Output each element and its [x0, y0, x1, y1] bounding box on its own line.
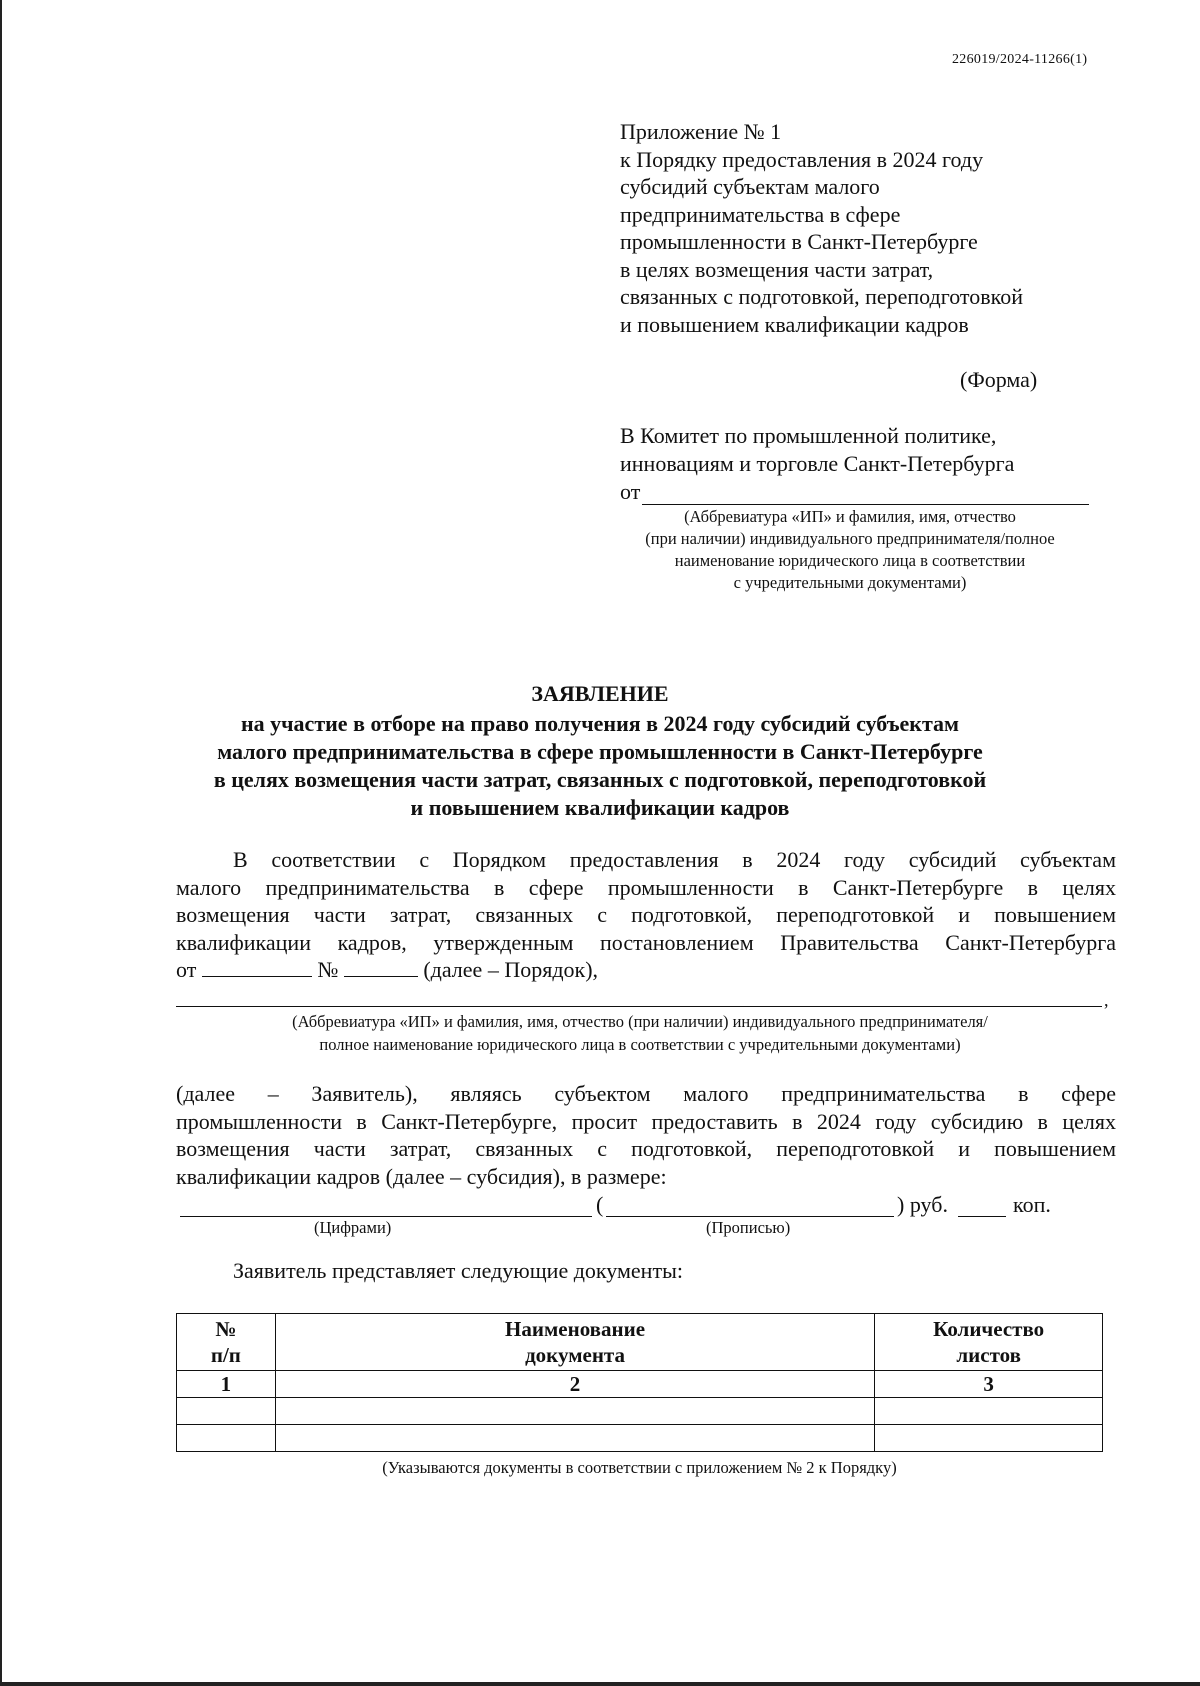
header-document-name: [275, 1314, 875, 1371]
table-cell-empty[interactable]: [177, 1398, 276, 1425]
from-word: от: [176, 957, 197, 982]
documents-caption: (Указываются документы в соответствии с приложением № 2 к Порядку): [382, 1458, 897, 1477]
header-text: Количество: [933, 1317, 1045, 1341]
from-blank-field[interactable]: [642, 504, 1089, 505]
documents-intro: Заявитель представляет следующие документы:: [233, 1258, 683, 1283]
table-cell-empty[interactable]: [177, 1425, 276, 1452]
paragraph-line: возмещения части затрат, связанных с подготовкой, переподготовкой и повышением: [176, 902, 1116, 927]
from-caption-line: (Аббревиатура «ИП» и фамилия, имя, отчество: [684, 507, 1016, 526]
appendix-line: и повышением квалификации кадров: [620, 311, 969, 337]
header-text: №: [215, 1317, 237, 1341]
paragraph-line: квалификации кадров, утвержденным постановлением Правительства Санкт-Петербурга: [176, 929, 1116, 955]
applicant-caption: [176, 1010, 1104, 1056]
header-text: документа: [525, 1343, 626, 1367]
amount-figures-caption: (Цифрами): [314, 1218, 392, 1237]
title-main: ЗАЯВЛЕНИЕ: [531, 681, 669, 706]
table-row: [177, 1398, 1103, 1425]
table-index-row: [177, 1371, 1103, 1398]
form-label: (Форма): [960, 367, 1038, 392]
appendix-line: к Порядку предоставления в 2024 году: [620, 146, 984, 172]
title-line: в целях возмещения части затрат, связанных с подготовкой, переподготовкой: [213, 767, 987, 792]
header-text: Наименование: [505, 1317, 646, 1341]
title-line: и повышением квалификации кадров: [410, 795, 790, 820]
header-number: [177, 1314, 276, 1371]
table-cell-empty[interactable]: [275, 1398, 875, 1425]
table-cell: 3: [875, 1371, 1103, 1398]
amount-kop-label: коп.: [1013, 1192, 1051, 1217]
applicant-name-field[interactable]: [176, 1006, 1102, 1007]
appendix-line: Приложение № 1: [620, 119, 782, 144]
addressee-from: от: [620, 479, 641, 504]
amount-paren-open: (: [596, 1192, 604, 1217]
document-number: 226019/2024-11266(1): [952, 52, 1088, 67]
amount-rub-label: ) руб.: [897, 1192, 948, 1217]
header-text: п/п: [210, 1343, 241, 1367]
addressee-line: В Комитет по промышленной политике,: [620, 423, 997, 448]
amount-figures-field[interactable]: [180, 1216, 592, 1217]
title-line: на участие в отборе на право получения в 2024 году субсидий субъектам: [240, 711, 960, 736]
addressee-line: инновациям и торговле Санкт-Петербурга: [620, 451, 1015, 476]
table-cell-empty[interactable]: [275, 1425, 875, 1452]
table-cell: 1: [177, 1371, 276, 1398]
applicant-comma: ,: [1104, 990, 1109, 1010]
paragraph-line-rest: (далее – Порядок),: [423, 957, 599, 982]
decree-date-field[interactable]: [202, 958, 312, 977]
from-caption: [590, 506, 1110, 594]
from-caption-line: (при наличии) индивидуального предпринимателя/полное: [645, 529, 1055, 548]
decree-number-field[interactable]: [344, 958, 418, 977]
documents-table: [176, 1313, 1103, 1452]
appendix-line: предпринимательства в сфере: [620, 201, 901, 227]
paragraph-line-date: [176, 956, 1116, 984]
appendix-block: [620, 118, 1023, 338]
amount-words-caption: (Прописью): [706, 1218, 791, 1237]
appendix-line: связанных с подготовкой, переподготовкой: [620, 284, 1023, 309]
table-row: [177, 1425, 1103, 1452]
appendix-line: субсидий субъектам малого: [620, 174, 880, 199]
number-sign: №: [317, 957, 339, 982]
page-left-edge: [0, 0, 2, 1686]
from-caption-line: с учредительными документами): [733, 573, 967, 592]
page-bottom-edge: [0, 1682, 1200, 1686]
header-sheet-count: [875, 1314, 1103, 1371]
header-text: листов: [956, 1343, 1021, 1367]
document-title: [150, 680, 1050, 822]
paragraph-line: промышленности в Санкт-Петербурге, просит предоставить в 2024 году субсидию в целях: [176, 1108, 1116, 1134]
applicant-caption-line: полное наименование юридического лица в соответствии с учредительными документами): [319, 1035, 961, 1054]
amount-words-field[interactable]: [606, 1216, 894, 1217]
applicant-caption-line: (Аббревиатура «ИП» и фамилия, имя, отчество (при наличии) индивидуального предпринимателя/: [292, 1012, 988, 1031]
paragraph-line: возмещения части затрат, связанных с подготовкой, переподготовкой и повышением: [176, 1136, 1116, 1161]
table-cell-empty[interactable]: [875, 1425, 1103, 1452]
paragraph-line: квалификации кадров (далее – субсидия), в размере:: [176, 1163, 667, 1189]
paragraph-1: [176, 846, 1116, 984]
appendix-line: в целях возмещения части затрат,: [620, 256, 934, 282]
paragraph-line: (далее – Заявитель), являясь субъектом малого предпринимательства в сфере: [176, 1081, 1116, 1106]
table-header-row: [177, 1314, 1103, 1371]
amount-kop-field[interactable]: [958, 1216, 1006, 1217]
appendix-line: промышленности в Санкт-Петербурге: [620, 229, 978, 254]
table-cell: 2: [275, 1371, 875, 1398]
addressee-block: [620, 422, 1014, 506]
title-line: малого предпринимательства в сфере промышленности в Санкт-Петербурге: [217, 739, 983, 764]
from-caption-line: наименование юридического лица в соответствии: [674, 551, 1026, 570]
paragraph-line: В соответствии с Порядком предоставления в 2024 году субсидий субъектам: [233, 847, 1116, 872]
paragraph-line: малого предпринимательства в сфере промышленности в Санкт-Петербурге в целях: [176, 874, 1116, 900]
paragraph-2: [176, 1080, 1116, 1190]
table-cell-empty[interactable]: [875, 1398, 1103, 1425]
